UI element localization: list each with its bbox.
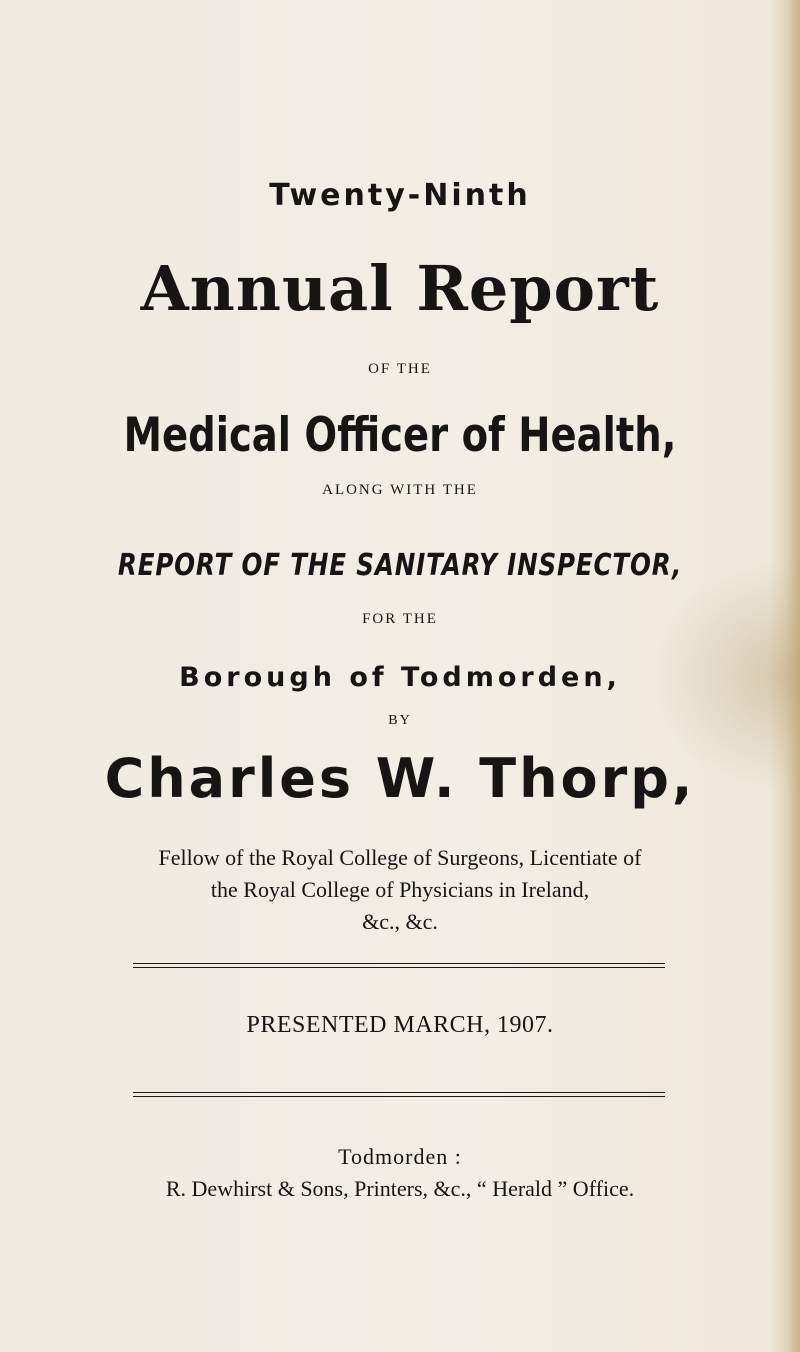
presented-date: PRESENTED MARCH, 1907. — [246, 1012, 554, 1038]
imprint-printer: R. Dewhirst & Sons, Printers, &c., “ Herald ” Office. — [165, 1176, 635, 1201]
author-name: Charles W. Thorp, — [104, 747, 696, 810]
for-the-label: FOR THE — [362, 611, 438, 627]
borough-heading: Borough of Todmorden, — [179, 662, 621, 693]
credentials-line-1: Fellow of the Royal College of Surgeons, Licentiate of — [158, 845, 642, 870]
inspector-report-text: REPORT OF THE SANITARY INSPECTOR, — [117, 548, 683, 583]
credentials-line-3: &c., &c. — [362, 909, 438, 934]
double-rule-bottom — [133, 1092, 665, 1097]
of-the-label: OF THE — [368, 361, 432, 377]
inspector-report-heading — [0, 548, 800, 583]
double-rule-top — [133, 963, 665, 968]
along-with-label: ALONG WITH THE — [322, 482, 478, 498]
report-title: Annual Report — [140, 252, 660, 325]
officer-heading-text: Medical Officer of Health, — [123, 408, 677, 463]
by-label: BY — [388, 713, 412, 728]
imprint-place: Todmorden : — [338, 1144, 462, 1169]
ordinal-heading: Twenty-Ninth — [269, 178, 531, 213]
officer-heading — [0, 408, 800, 463]
credentials-line-2: the Royal College of Physicians in Ireland, — [210, 877, 590, 902]
